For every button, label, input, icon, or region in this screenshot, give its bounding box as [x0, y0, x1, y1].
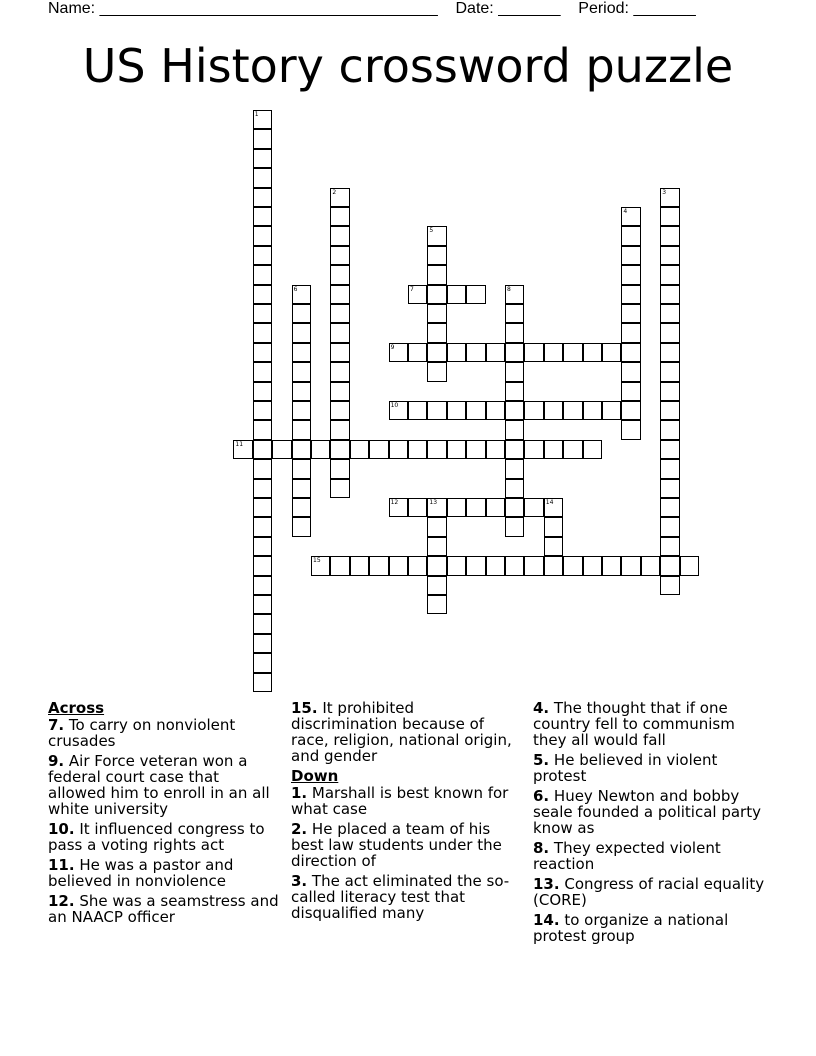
grid-cell[interactable]: [389, 440, 408, 459]
grid-cell[interactable]: [447, 556, 466, 575]
grid-cell[interactable]: [427, 537, 446, 556]
grid-cell[interactable]: [292, 517, 311, 536]
cell-number: 8: [507, 285, 511, 293]
grid-cell[interactable]: [660, 362, 679, 381]
grid-cell[interactable]: [621, 343, 640, 362]
grid-cell[interactable]: [660, 188, 679, 207]
grid-cell[interactable]: [253, 226, 272, 245]
clues-column-1: [48, 700, 280, 929]
grid-cell[interactable]: [660, 285, 679, 304]
grid-cell[interactable]: [330, 304, 349, 323]
date-blank[interactable]: _______: [498, 0, 561, 17]
clue-text: He placed a team of his best law students under the direction of: [291, 820, 502, 870]
grid-cell[interactable]: [621, 304, 640, 323]
grid-cell[interactable]: [292, 459, 311, 478]
clue-number: 13.: [533, 875, 560, 893]
grid-cell[interactable]: [505, 517, 524, 536]
cell-number: 12: [390, 499, 399, 506]
grid-cell[interactable]: [524, 556, 543, 575]
grid-cell[interactable]: [292, 343, 311, 362]
grid-cell[interactable]: [253, 149, 272, 168]
grid-cell[interactable]: [486, 440, 505, 459]
grid-cell[interactable]: [427, 343, 446, 362]
grid-cell[interactable]: [408, 285, 427, 304]
grid-cell[interactable]: [660, 479, 679, 498]
grid-cell[interactable]: [660, 556, 679, 575]
name-label: Name:: [48, 0, 96, 17]
grid-cell[interactable]: [292, 382, 311, 401]
period-label: Period:: [578, 0, 629, 17]
grid-cell[interactable]: [466, 556, 485, 575]
clue-text: to organize a national protest group: [533, 911, 729, 945]
clue-number: 8.: [533, 839, 550, 857]
grid-cell[interactable]: [427, 401, 446, 420]
grid-cell[interactable]: [621, 207, 640, 226]
clue-number: 11.: [48, 856, 75, 874]
grid-cell[interactable]: [253, 459, 272, 478]
grid-cell[interactable]: [427, 285, 446, 304]
clue-down-8: [533, 840, 765, 872]
clue-number: 9.: [48, 752, 65, 770]
grid-cell[interactable]: [253, 265, 272, 284]
grid-cell[interactable]: [447, 401, 466, 420]
page-title: US History crossword puzzle: [82, 39, 734, 93]
cell-number: 4: [623, 208, 628, 215]
grid-cell[interactable]: [253, 110, 272, 129]
grid-cell[interactable]: [602, 401, 621, 420]
grid-cell[interactable]: [660, 498, 679, 517]
grid-cell[interactable]: [253, 168, 272, 187]
grid-cell[interactable]: [427, 362, 446, 381]
clues-column-3: [533, 700, 765, 948]
grid-cell[interactable]: [486, 343, 505, 362]
grid-cell[interactable]: [660, 401, 679, 420]
grid-cell[interactable]: [505, 401, 524, 420]
clue-number: 3.: [291, 872, 308, 890]
grid-cell[interactable]: [505, 459, 524, 478]
clue-text: He believed in violent protest: [533, 751, 718, 785]
grid-cell[interactable]: [621, 265, 640, 284]
grid-cell[interactable]: [253, 634, 272, 653]
period-blank[interactable]: _______: [633, 0, 696, 17]
grid-cell[interactable]: [660, 343, 679, 362]
grid-cell[interactable]: [447, 343, 466, 362]
across-heading: Across: [48, 699, 105, 717]
grid-cell[interactable]: [563, 440, 582, 459]
grid-cell[interactable]: [311, 440, 330, 459]
grid-cell[interactable]: [253, 614, 272, 633]
clue-text: To carry on nonviolent crusades: [48, 716, 236, 750]
grid-cell[interactable]: [253, 537, 272, 556]
cell-number: 15: [313, 557, 321, 565]
grid-cell[interactable]: [621, 246, 640, 265]
cell-number: 6: [293, 285, 298, 293]
grid-cell[interactable]: [524, 440, 543, 459]
grid-cell[interactable]: [330, 246, 349, 265]
grid-cell[interactable]: [369, 556, 388, 575]
grid-cell[interactable]: [253, 673, 272, 692]
grid-cell[interactable]: [621, 226, 640, 245]
grid-cell[interactable]: [253, 323, 272, 342]
grid-cell[interactable]: [583, 440, 602, 459]
grid-cell[interactable]: [253, 498, 272, 517]
cell-number: 1: [254, 111, 259, 118]
cell-number: 5: [429, 227, 434, 235]
grid-cell[interactable]: [330, 459, 349, 478]
grid-cell[interactable]: [505, 479, 524, 498]
grid-cell[interactable]: [253, 304, 272, 323]
grid-cell[interactable]: [233, 440, 252, 459]
cell-number: 3: [662, 188, 667, 196]
grid-cell[interactable]: [660, 207, 679, 226]
grid-cell[interactable]: [621, 285, 640, 304]
grid-cell[interactable]: [369, 440, 388, 459]
grid-cell[interactable]: [505, 420, 524, 439]
clue-down-4: [533, 700, 765, 748]
cell-number: 7: [410, 285, 414, 293]
grid-cell[interactable]: [583, 556, 602, 575]
grid-cell[interactable]: [563, 401, 582, 420]
grid-cell[interactable]: [427, 498, 446, 517]
grid-cell[interactable]: [292, 401, 311, 420]
clue-number: 12.: [48, 892, 75, 910]
grid-cell[interactable]: [486, 498, 505, 517]
grid-cell[interactable]: [330, 265, 349, 284]
grid-cell[interactable]: [563, 343, 582, 362]
grid-cell[interactable]: [505, 556, 524, 575]
clue-number: 7.: [48, 716, 65, 734]
grid-cell[interactable]: [253, 343, 272, 362]
grid-cell[interactable]: [641, 556, 660, 575]
clue-number: 14.: [533, 911, 560, 929]
grid-cell[interactable]: [505, 285, 524, 304]
grid-cell[interactable]: [660, 323, 679, 342]
grid-cell[interactable]: [505, 382, 524, 401]
grid-cell[interactable]: [389, 401, 408, 420]
grid-cell[interactable]: [544, 498, 563, 517]
grid-cell[interactable]: [621, 420, 640, 439]
clue-text: Huey Newton and bobby seale founded a political party know as: [533, 787, 761, 837]
grid-cell[interactable]: [524, 343, 543, 362]
grid-cell[interactable]: [427, 595, 446, 614]
date-label: Date:: [455, 0, 494, 17]
grid-cell[interactable]: [524, 401, 543, 420]
grid-cell[interactable]: [505, 498, 524, 517]
grid-cell[interactable]: [544, 556, 563, 575]
grid-cell[interactable]: [544, 517, 563, 536]
grid-cell[interactable]: [583, 343, 602, 362]
grid-cell[interactable]: [330, 401, 349, 420]
clue-text: Marshall is best known for what case: [291, 784, 509, 818]
clue-text: He was a pastor and believed in nonviolence: [48, 856, 234, 890]
clue-text: They expected violent reaction: [533, 839, 721, 873]
grid-cell[interactable]: [272, 440, 291, 459]
grid-cell[interactable]: [292, 285, 311, 304]
grid-cell[interactable]: [583, 401, 602, 420]
grid-cell[interactable]: [660, 420, 679, 439]
grid-cell[interactable]: [330, 440, 349, 459]
clue-across-9: [48, 753, 280, 817]
name-blank[interactable]: ______________________________________: [99, 0, 438, 17]
grid-cell[interactable]: [544, 440, 563, 459]
clue-down-6: [533, 788, 765, 836]
grid-cell[interactable]: [621, 323, 640, 342]
grid-cell[interactable]: [447, 498, 466, 517]
cell-number: 13: [429, 499, 438, 506]
grid-cell[interactable]: [427, 226, 446, 245]
grid-cell[interactable]: [330, 207, 349, 226]
grid-cell[interactable]: [602, 556, 621, 575]
grid-cell[interactable]: [330, 556, 349, 575]
clue-number: 4.: [533, 699, 550, 717]
clue-down-5: [533, 752, 765, 784]
clue-across-7: [48, 717, 280, 749]
grid-cell[interactable]: [330, 285, 349, 304]
grid-cell[interactable]: [427, 556, 446, 575]
grid-cell[interactable]: [253, 129, 272, 148]
clue-text: It prohibited discrimination because of race, religion, national origin, and gender: [291, 699, 512, 765]
clue-text: The thought that if one country fell to communism they all would fall: [533, 699, 735, 749]
grid-cell[interactable]: [292, 420, 311, 439]
grid-cell[interactable]: [292, 304, 311, 323]
cell-number: 14: [545, 499, 554, 506]
clue-number: 6.: [533, 787, 550, 805]
grid-cell[interactable]: [253, 401, 272, 420]
grid-cell[interactable]: [660, 459, 679, 478]
grid-cell[interactable]: [621, 556, 640, 575]
grid-cell[interactable]: [505, 343, 524, 362]
grid-cell[interactable]: [253, 188, 272, 207]
grid-cell[interactable]: [447, 285, 466, 304]
grid-cell[interactable]: [660, 304, 679, 323]
grid-cell[interactable]: [253, 595, 272, 614]
grid-cell[interactable]: [486, 401, 505, 420]
grid-cell[interactable]: [330, 382, 349, 401]
grid-cell[interactable]: [253, 420, 272, 439]
grid-cell[interactable]: [253, 440, 272, 459]
clues-column-2: [291, 700, 523, 925]
grid-cell[interactable]: [253, 285, 272, 304]
grid-cell[interactable]: [486, 556, 505, 575]
cell-number: 2: [332, 188, 337, 196]
grid-cell[interactable]: [330, 362, 349, 381]
clue-number: 15.: [291, 699, 318, 717]
grid-cell[interactable]: [544, 537, 563, 556]
grid-cell[interactable]: [253, 382, 272, 401]
grid-cell[interactable]: [389, 556, 408, 575]
grid-cell[interactable]: [389, 343, 408, 362]
grid-cell[interactable]: [330, 226, 349, 245]
clue-number: 1.: [291, 784, 308, 802]
grid-cell[interactable]: [427, 440, 446, 459]
grid-cell[interactable]: [408, 440, 427, 459]
grid-cell[interactable]: [408, 498, 427, 517]
grid-cell[interactable]: [505, 440, 524, 459]
grid-cell[interactable]: [621, 401, 640, 420]
clue-text: The act eliminated the so-called literacy test that disqualified many: [291, 872, 510, 922]
grid-cell[interactable]: [253, 479, 272, 498]
grid-cell[interactable]: [447, 440, 466, 459]
clue-text: Air Force veteran won a federal court case that allowed him to enroll in an all white university: [48, 752, 270, 818]
grid-cell[interactable]: [660, 537, 679, 556]
grid-cell[interactable]: [350, 440, 369, 459]
grid-cell[interactable]: [660, 440, 679, 459]
grid-cell[interactable]: [253, 246, 272, 265]
down-heading: Down: [291, 767, 339, 785]
grid-cell[interactable]: [427, 517, 446, 536]
grid-cell[interactable]: [292, 362, 311, 381]
grid-cell[interactable]: [544, 401, 563, 420]
grid-cell[interactable]: [292, 323, 311, 342]
grid-cell[interactable]: [292, 498, 311, 517]
clue-down-14: [533, 912, 765, 944]
grid-cell[interactable]: [330, 343, 349, 362]
grid-cell[interactable]: [408, 343, 427, 362]
clue-number: 5.: [533, 751, 550, 769]
grid-cell[interactable]: [660, 382, 679, 401]
grid-cell[interactable]: [680, 556, 699, 575]
clue-number: 2.: [291, 820, 308, 838]
grid-cell[interactable]: [544, 343, 563, 362]
grid-cell[interactable]: [621, 382, 640, 401]
grid-cell[interactable]: [253, 207, 272, 226]
grid-cell[interactable]: [253, 517, 272, 536]
grid-cell[interactable]: [660, 226, 679, 245]
clue-across-15: [291, 700, 523, 764]
grid-cell[interactable]: [660, 517, 679, 536]
grid-cell[interactable]: [408, 401, 427, 420]
clue-down-2: [291, 821, 523, 869]
grid-cell[interactable]: [660, 576, 679, 595]
grid-cell[interactable]: [621, 362, 640, 381]
grid-cell[interactable]: [660, 265, 679, 284]
grid-cell[interactable]: [505, 323, 524, 342]
grid-cell[interactable]: [466, 401, 485, 420]
cell-number: 9: [390, 343, 395, 351]
grid-cell[interactable]: [466, 285, 485, 304]
clue-across-12: [48, 893, 280, 925]
grid-cell[interactable]: [427, 246, 446, 265]
grid-cell[interactable]: [253, 576, 272, 595]
grid-cell[interactable]: [330, 420, 349, 439]
grid-cell[interactable]: [330, 479, 349, 498]
grid-cell[interactable]: [524, 498, 543, 517]
clue-number: 10.: [48, 820, 75, 838]
clue-down-1: [291, 785, 523, 817]
grid-cell[interactable]: [350, 556, 369, 575]
cell-number: 10: [390, 402, 399, 409]
grid-cell[interactable]: [292, 440, 311, 459]
cell-number: 11: [235, 440, 244, 448]
clue-across-11: [48, 857, 280, 889]
clue-text: Congress of racial equality (CORE): [533, 875, 765, 909]
grid-cell[interactable]: [505, 304, 524, 323]
grid-cell[interactable]: [427, 323, 446, 342]
clue-text: She was a seamstress and an NAACP officer: [48, 892, 279, 926]
grid-cell[interactable]: [466, 498, 485, 517]
grid-cell[interactable]: [563, 556, 582, 575]
clue-down-3: [291, 873, 523, 921]
grid-cell[interactable]: [602, 343, 621, 362]
grid-cell[interactable]: [253, 653, 272, 672]
clue-across-10: [48, 821, 280, 853]
grid-cell[interactable]: [253, 362, 272, 381]
grid-cell[interactable]: [427, 576, 446, 595]
grid-cell[interactable]: [330, 188, 349, 207]
grid-cell[interactable]: [466, 343, 485, 362]
grid-cell[interactable]: [427, 265, 446, 284]
grid-cell[interactable]: [330, 323, 349, 342]
grid-cell[interactable]: [292, 479, 311, 498]
grid-cell[interactable]: [427, 304, 446, 323]
grid-cell[interactable]: [311, 556, 330, 575]
grid-cell[interactable]: [466, 440, 485, 459]
clue-down-13: [533, 876, 765, 908]
grid-cell[interactable]: [253, 556, 272, 575]
clue-text: It influenced congress to pass a voting rights act: [48, 820, 265, 854]
grid-cell[interactable]: [408, 556, 427, 575]
grid-cell[interactable]: [660, 246, 679, 265]
grid-cell[interactable]: [505, 362, 524, 381]
grid-cell[interactable]: [389, 498, 408, 517]
